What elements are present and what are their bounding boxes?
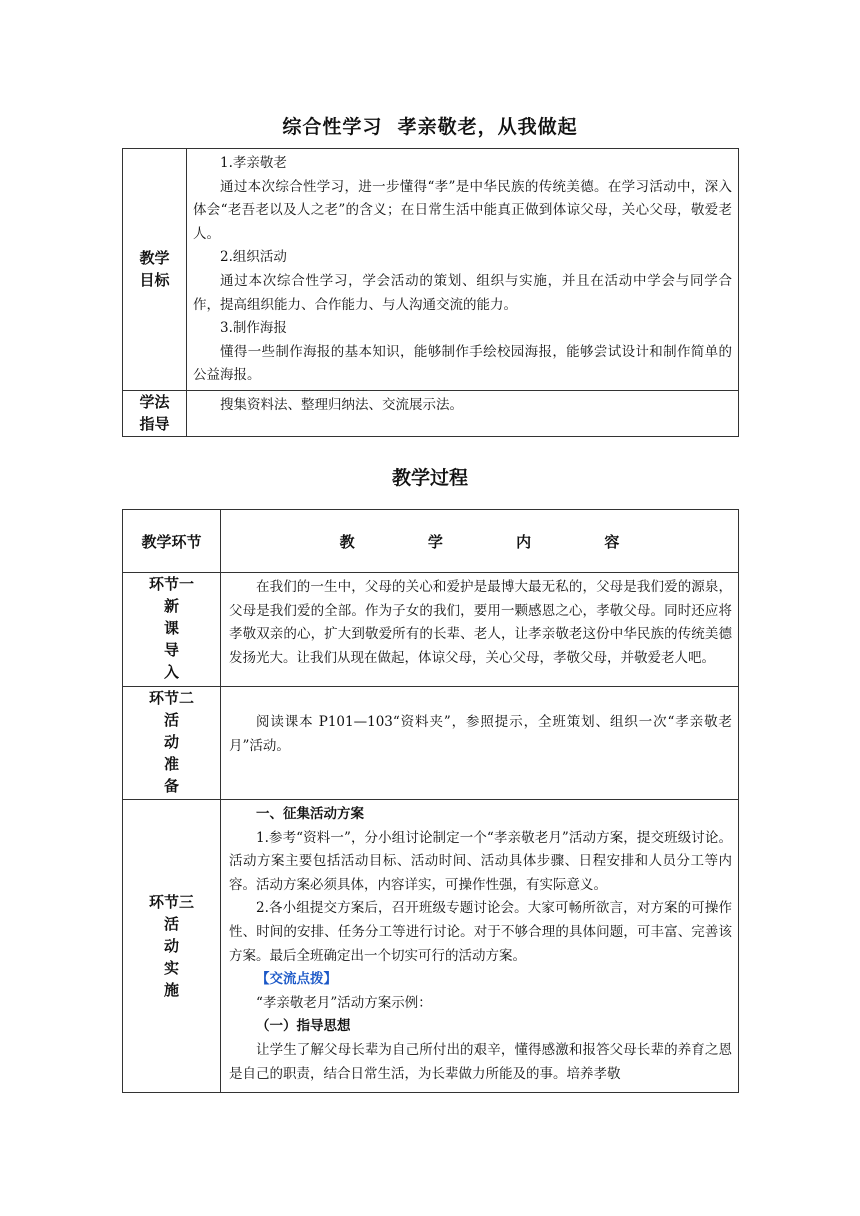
stage-2-content-cell xyxy=(221,687,739,800)
stage-3-title: 环节三 xyxy=(148,893,194,911)
stage-3-char: 施 xyxy=(163,981,179,999)
stage-2-name xyxy=(123,687,221,800)
objective-3-heading: 3.制作海报 xyxy=(220,320,287,337)
stage-3-char: 动 xyxy=(163,937,179,955)
col-header-content-text: 教 学 内 容 xyxy=(339,532,654,551)
stage-3-para-3: “孝亲敬老月”活动方案示例： xyxy=(256,994,432,1011)
stage-3-heading-1: 一、征集活动方案 xyxy=(256,806,364,822)
page-title: 综合性学习 孝亲敬老，从我做起 xyxy=(282,116,578,138)
objectives-label: 教学 目标 xyxy=(139,249,170,290)
process-table xyxy=(122,509,739,1093)
stage-2-char: 准 xyxy=(163,755,179,773)
objective-1-text: 通过本次综合性学习，进一步懂得“孝”是中华民族的传统美德。在学习活动中，深入体会“老吾老以及人之老”的含义；在日常生活中能真正做到体谅父母，关心父母，敬爱老人。 xyxy=(193,178,732,242)
stage-1-char: 新 xyxy=(163,597,179,615)
methods-content-cell xyxy=(187,390,739,436)
objective-2-heading: 2.组织活动 xyxy=(220,249,287,266)
stage-1-char: 入 xyxy=(163,663,179,681)
methods-label: 学法 指导 xyxy=(139,393,170,434)
stage-3-content-cell xyxy=(221,800,739,1093)
stage-1-content: 在我们的一生中，父母的关心和爱护是最博大最无私的，父母是我们爱的源泉，父母是我们爱的全部。作为子女的我们，要用一颗感恩之心，孝敬父母。同时还应将孝敬双亲的心，扩大到敬爱所有的长辈、老人，让孝亲敬老这份中华民族的传统美德发扬光大。让我们从现在做起，体谅父母，关心父母，孝敬父母，并敬爱老人吧。 xyxy=(229,579,732,666)
methods-label-cell xyxy=(123,390,187,436)
stage-2-char: 动 xyxy=(163,733,179,751)
stage-2-title: 环节二 xyxy=(148,689,194,707)
stage-2-content: 阅读课本 P101—103“资料夹”，参照提示，全班策划、组织一次“孝亲敬老月”活动。 xyxy=(229,714,732,754)
objectives-label-cell xyxy=(123,149,187,391)
col-header-stage: 教学环节 xyxy=(123,510,221,573)
objectives-content-cell xyxy=(187,149,739,391)
objectives-table xyxy=(122,148,739,437)
stage-1-char: 导 xyxy=(163,641,179,659)
objective-2-text: 通过本次综合性学习，学会活动的策划、组织与实施，并且在活动中学会与同学合作，提高组织能力、合作能力、与人沟通交流的能力。 xyxy=(193,272,732,313)
stage-3-char: 活 xyxy=(163,915,179,933)
stage-3-name xyxy=(123,800,221,1093)
stage-1-char: 课 xyxy=(163,619,179,637)
objective-1-heading: 1.孝亲敬老 xyxy=(220,155,287,171)
stage-1-title: 环节一 xyxy=(148,575,194,593)
process-title: 教学过程 xyxy=(391,467,468,489)
stage-1-content-cell xyxy=(221,573,739,687)
tip-label: 【交流点拨】 xyxy=(256,971,337,988)
methods-text: 搜集资料法、整理归纳法、交流展示法。 xyxy=(220,396,463,413)
stage-3-para-2: 2.各小组提交方案后，召开班级专题讨论会。大家可畅所欲言，对方案的可操作性、时间的安排、任务分工等进行讨论。对于不够合理的具体问题，可丰富、完善该方案。最后全班确定出一个切实可行的活动方案。 xyxy=(229,900,732,964)
stage-1-name xyxy=(123,573,221,687)
stage-3-char: 实 xyxy=(163,959,179,977)
stage-3-heading-2: （一）指导思想 xyxy=(256,1018,351,1035)
stage-2-char: 活 xyxy=(163,711,179,729)
objective-3-text: 懂得一些制作海报的基本知识，能够制作手绘校园海报，能够尝试设计和制作简单的公益海报。 xyxy=(193,343,732,384)
stage-3-para-4: 让学生了解父母长辈为自己所付出的艰辛，懂得感激和报答父母长辈的养育之恩是自己的职责，结合日常生活，为长辈做力所能及的事。培养孝敬 xyxy=(229,1041,732,1082)
stage-2-char: 备 xyxy=(163,777,179,795)
stage-3-para-1: 1.参考“资料一”，分小组讨论制定一个“孝亲敬老月”活动方案，提交班级讨论。活动方案主要包括活动目标、活动时间、活动具体步骤、日程安排和人员分工等内容。活动方案必须具体，内容详实，可操作性强，有实际意义。 xyxy=(229,829,732,893)
col-header-content xyxy=(221,510,739,573)
